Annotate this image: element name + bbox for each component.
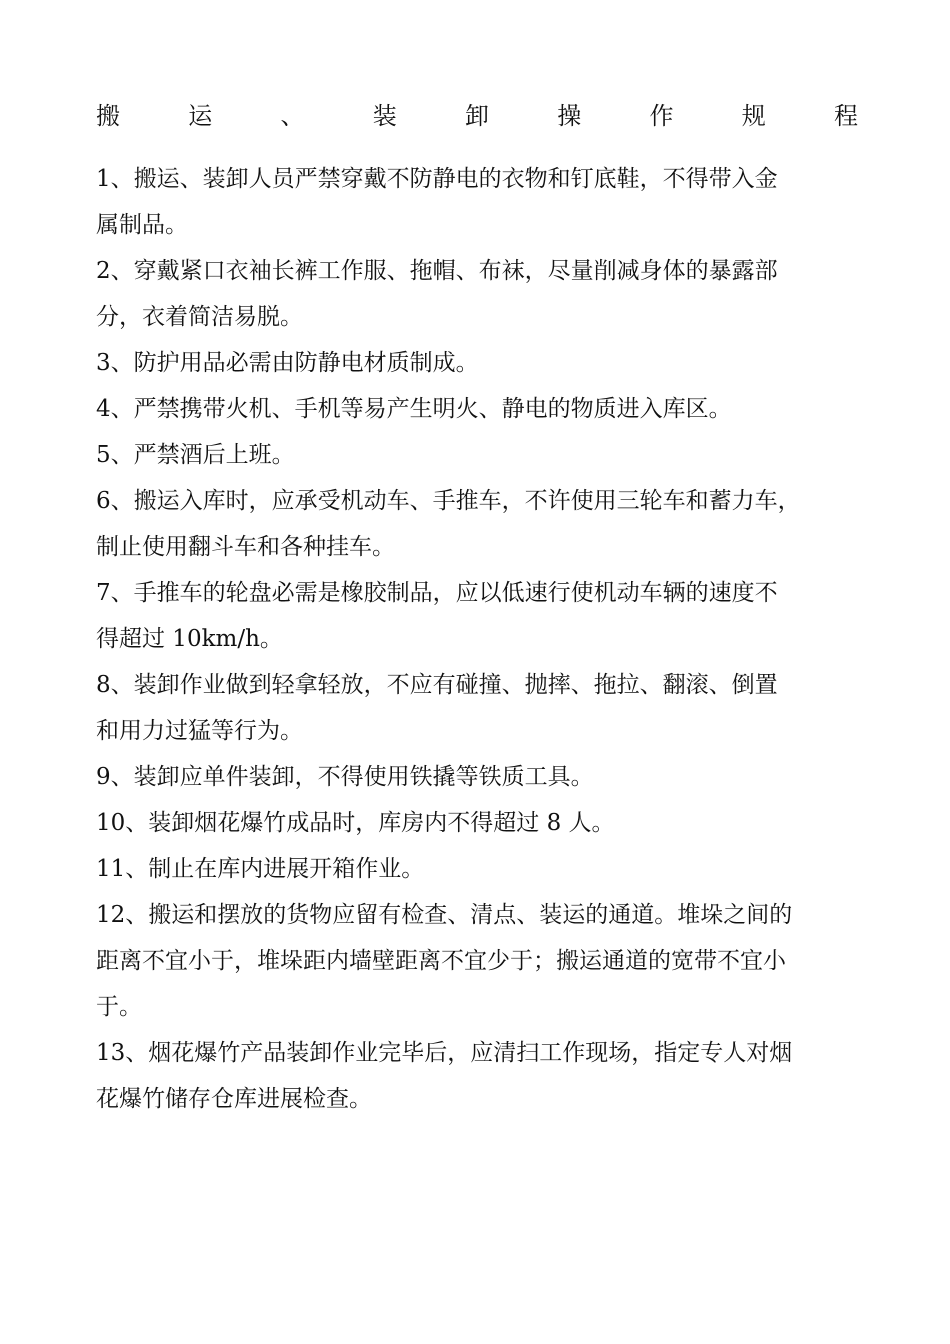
page-title [96,98,858,134]
title-char: 运 [188,102,213,130]
title-char: 操 [557,102,582,130]
title-char: 、 [280,102,305,130]
rule-item-9: 9、装卸应单件装卸，不得使用铁撬等铁质工具。 [96,764,594,790]
rules-list [96,156,866,1122]
rule-item-6: 6、搬运入库时，应承受机动车、手推车，不许使用三轮车和蓄力车， 制止使用翻斗车和各种挂车。 [96,488,801,560]
rule-item-7: 7、手推车的轮盘必需是橡胶制品，应以低速行使机动车辆的速度不 得超过 10km/h。 [96,580,778,652]
title-char: 程 [834,102,858,130]
title-char: 作 [649,102,674,130]
rule-item-10: 10、装卸烟花爆竹成品时，库房内不得超过 8 人。 [96,810,615,836]
title-char: 装 [372,102,397,130]
rule-item-3: 3、防护用品必需由防静电材质制成。 [96,350,479,376]
rule-item-5: 5、严禁酒后上班。 [96,442,295,468]
title-char: 搬 [96,102,120,130]
rule-item-13: 13、烟花爆竹产品装卸作业完毕后，应清扫工作现场，指定专人对烟 花爆竹储存仓库进展检查。 [96,1040,793,1112]
rule-item-11: 11、制止在库内进展开箱作业。 [96,856,425,882]
title-char: 规 [741,102,766,130]
rule-item-4: 4、严禁携带火机、手机等易产生明火、静电的物质进入库区。 [96,396,732,422]
rule-item-8: 8、装卸作业做到轻拿轻放，不应有碰撞、抛摔、拖拉、翻滚、倒置 和用力过猛等行为。 [96,672,778,744]
title-char: 卸 [465,102,489,130]
rule-item-2: 2、穿戴紧口衣袖长裤工作服、拖帽、布袜，尽量削减身体的暴露部 分，衣着简洁易脱。 [96,258,778,330]
rule-item-12: 12、搬运和摆放的货物应留有检查、清点、装运的通道。堆垛之间的 距离不宜小于，堆垛距内墙壁距离不宜少于；搬运通道的宽带不宜小 于。 [96,902,793,1020]
rule-item-1: 1、搬运、装卸人员严禁穿戴不防静电的衣物和钉底鞋，不得带入金 属制品。 [96,166,778,238]
